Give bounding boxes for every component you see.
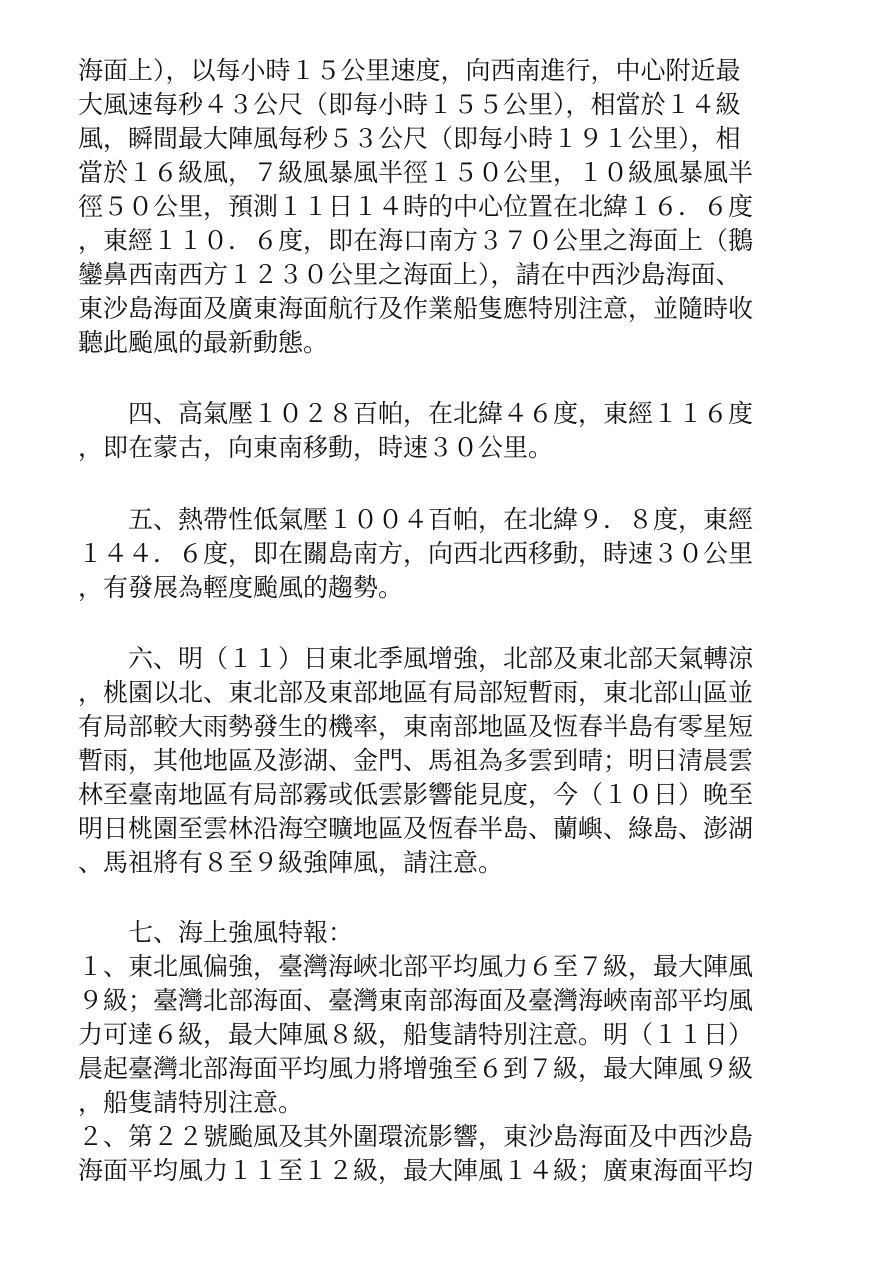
- text-line: 大風速每秒４３公尺（即每小時１５５公里），相當於１４級: [78, 90, 741, 119]
- text-line: 五、熱帶性低氣壓１００４百帕，在北緯９．８度，東經: [78, 505, 754, 534]
- text-line: ９級；臺灣北部海面、臺灣東南部海面及臺灣海峽南部平均風: [78, 986, 754, 1015]
- text-line: ，即在蒙古，向東南移動，時速３０公里。: [78, 433, 554, 462]
- text-line: 聽此颱風的最新動態。: [78, 328, 329, 357]
- text-line: ，有發展為輕度颱風的趨勢。: [78, 573, 404, 602]
- text-line: 海面上），以每小時１５公里速度，向西南進行，中心附近最: [78, 56, 741, 85]
- text-line: 當於１６級風，７級風暴風半徑１５０公里，１０級風暴風半: [78, 158, 754, 187]
- text-line: １４４．６度，即在關島南方，向西北西移動，時速３０公里: [78, 539, 754, 568]
- text-line: 徑５０公里，預測１１日１４時的中心位置在北緯１６．６度: [78, 192, 754, 221]
- text-line: 明日桃園至雲林沿海空曠地區及恆春半島、蘭嶼、綠島、澎湖: [78, 814, 754, 843]
- text-line: 暫雨，其他地區及澎湖、金門、馬祖為多雲到晴；明日清晨雲: [78, 746, 754, 775]
- text-line: 七、海上強風特報：: [78, 918, 354, 947]
- text-line: 林至臺南地區有局部霧或低雲影響能見度，今（１０日）晚至: [78, 780, 754, 809]
- text-line: 風，瞬間最大陣風每秒５３公尺（即每小時１９１公里），相: [78, 124, 741, 153]
- text-line: 四、高氣壓１０２８百帕，在北緯４６度，東經１１６度: [78, 399, 754, 428]
- text-line: 東沙島海面及廣東海面航行及作業船隻應特別注意，並隨時收: [78, 294, 754, 323]
- text-line: １、東北風偏強，臺灣海峽北部平均風力６至７級，最大陣風: [78, 952, 754, 981]
- text-line: 鑾鼻西南西方１２３０公里之海面上），請在中西沙島海面、: [78, 260, 741, 289]
- text-line: ，桃園以北、東北部及東部地區有局部短暫雨，東北部山區並: [78, 678, 754, 707]
- text-line: 力可達６級，最大陣風８級，船隻請特別注意。明（１１日）: [78, 1020, 754, 1049]
- text-line: 六、明（１１）日東北季風增強，北部及東北部天氣轉涼: [78, 644, 754, 673]
- text-line: ２、第２２號颱風及其外圍環流影響，東沙島海面及中西沙島: [78, 1122, 754, 1151]
- text-line: 、馬祖將有８至９級強陣風，請注意。: [78, 848, 504, 877]
- text-line: 晨起臺灣北部海面平均風力將增強至６到７級，最大陣風９級: [78, 1054, 754, 1083]
- text-line: ，東經１１０．６度，即在海口南方３７０公里之海面上（鵝: [78, 226, 754, 255]
- text-line: ，船隻請特別注意。: [78, 1088, 304, 1117]
- text-line: 有局部較大雨勢發生的機率，東南部地區及恆春半島有零星短: [78, 712, 754, 741]
- text-line: 海面平均風力１１至１２級，最大陣風１４級；廣東海面平均: [78, 1156, 754, 1185]
